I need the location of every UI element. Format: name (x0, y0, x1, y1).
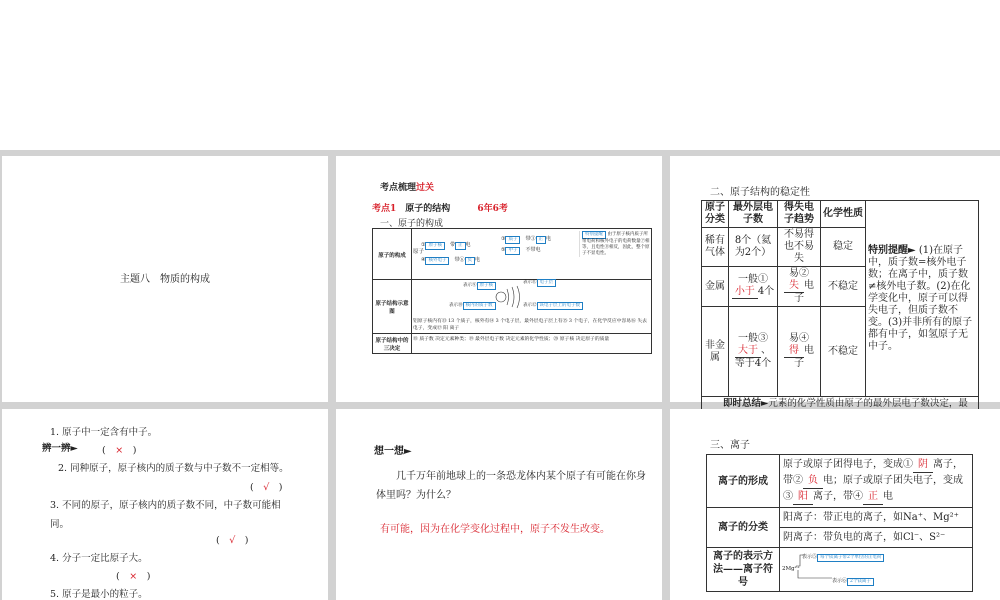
row-label-formation: 离子的形成 (707, 455, 780, 508)
row-nonmetal-prop: 不稳定 (821, 307, 866, 397)
section-heading: 二、原子结构的稳定性 (710, 187, 810, 198)
row-metal-prop: 不稳定 (821, 267, 866, 307)
slide-think[interactable] (336, 409, 662, 600)
q5-text: 5. 原子是最小的粒子。 (50, 589, 148, 600)
symbol-top-note: 表示⑤ 每个镁离子带2个单位的正电荷 (802, 550, 884, 565)
judge-label: 辨一辨► (42, 443, 78, 454)
diagram-label-c: 表示⑪ 电子层 (523, 279, 556, 287)
symbol-cell (780, 548, 973, 592)
row-label-diagram: 原子结构示意图 (375, 301, 409, 315)
q3-answer: ( √ ) (216, 535, 249, 546)
diagram-label-a: 表示⑨ 原子核 (463, 282, 496, 290)
th-trend: 得失电子趋势 (778, 201, 821, 228)
q1-answer: ( × ) (102, 445, 137, 456)
formation-cell: 原子或原子团得电子，变成① 阴 离子，带② 负 电；原子或原子团失电子，变成③ 阳 离子，带④ 正 电 (780, 455, 973, 508)
think-question: 几千万年前地球上的一条恐龙体内某个原子有可能在你身体里吗？为什么？ (376, 471, 646, 501)
aluminum-description: 铝原子核内有⑬ 13 个质子，核外有⑭ 3 个电子层，最外层电子层上有⑮ 3 个电子，在化学反应中容易⑯ 失去 电子，变成⑰ 阳 离子 (413, 319, 647, 331)
diagram-label-d: 表示⑫ 该电子层上的电子数 (523, 302, 583, 310)
q4-answer: ( × ) (116, 571, 151, 582)
q4-text: 4. 分子一定比原子大。 (50, 553, 148, 564)
tip-cell: 特别提醒► (1)在原子中，质子数=核外电子数；在离子中，质子数≠核外电子数。(2)在化学变化中，原子可以得失电子，但质子数不变。(3)并非所有的原子都有中子，如氢原子无中子。 (866, 201, 979, 397)
nucleus-line: ① 原子核 带 正 电 (421, 242, 471, 248)
row-noble-trend: 不易得也不易失 (778, 228, 821, 267)
row-label-three: 原子结构中的三决定 (375, 338, 409, 352)
tip-box: 特别提醒 由于原子核内质子所带电荷和核外电子的电荷数量⑦相等，且电性⑧相反，因此，整个原子不显电性。 (579, 231, 652, 257)
slide-stability[interactable] (670, 156, 1000, 409)
atom-word: 原子 (413, 249, 425, 255)
cation-cell: 阳离子：带正电的离子，如Na⁺、Mg²⁺ (780, 508, 973, 528)
q2-text: 2. 同种原子，原子核内的质子数与中子数不一定相等。 (58, 463, 289, 474)
stability-table (701, 200, 979, 424)
slide-title[interactable] (2, 156, 328, 402)
electron-line: ④ 核外电子 带⑥ 负 电 (421, 257, 481, 263)
review-header: 考点梳理过关 (380, 183, 435, 193)
row-noble-outer: 8个（氦为2个） (729, 228, 778, 267)
th-type: 原子分类 (702, 201, 729, 228)
row-nonmetal-trend: 易④ 得 电子 (778, 307, 821, 397)
row-label-classes: 离子的分类 (707, 508, 780, 548)
topic-title: 主题八 物质的构成 (120, 274, 210, 285)
th-prop: 化学性质 (821, 201, 866, 228)
row-noble-type: 稀有气体 (702, 228, 729, 267)
ion-symbol: 2Mg²⁺ (782, 566, 800, 572)
proton-line: ③ 质子 带③ 正 电 (501, 236, 552, 242)
slide-ions[interactable] (670, 409, 1000, 600)
row-label-symbol: 离子的表示方法——离子符号 (707, 548, 780, 592)
slide-judge[interactable] (2, 409, 328, 600)
anion-cell: 阴离子：带负电的离子，如Cl⁻、S²⁻ (780, 528, 973, 548)
row-metal-trend: 易② 失 电子 (778, 267, 821, 307)
section-heading: 一、原子的构成 (380, 219, 444, 229)
row-metal-outer: 一般① 小于 4个 (729, 267, 778, 307)
row-metal-type: 金属 (702, 267, 729, 307)
diagram-label-b: 表示⑩ 核内的质子数 (449, 302, 496, 310)
slide-atom-structure[interactable] (336, 156, 662, 402)
ions-table (706, 454, 973, 592)
row-nonmetal-outer: 一般③ 大于 、等于4个 (729, 307, 778, 397)
summary-cell: 即时总结►元素的化学性质由原子的最外层电子数决定，最 (702, 397, 979, 424)
row-noble-prop: 稳定 (821, 228, 866, 267)
structure-table (372, 228, 652, 354)
kaodian-header: 考点1 原子的结构 6年6考 (372, 204, 508, 214)
think-label: 想一想► (374, 446, 412, 457)
q2-answer: ( √ ) (250, 482, 283, 493)
th-outer: 最外层电子数 (729, 201, 778, 228)
row-nonmetal-type: 非金属 (702, 307, 729, 397)
symbol-bottom-note: 表示⑥ 2个镁离子 (832, 574, 874, 589)
q1-text: 1. 原子中一定含有中子。 (50, 427, 158, 438)
think-answer: 有可能，因为在化学变化过程中，原子不发生改变。 (380, 524, 610, 535)
neutron-line: ⑤ 中子 不带电 (501, 247, 541, 253)
aluminum-atom-diagram-icon (495, 283, 525, 309)
row-label-composition: 原子的构成 (378, 253, 406, 259)
bracket-lines-icon (794, 552, 834, 582)
section-heading: 三、离子 (710, 440, 750, 451)
three-determinants: ⑱ 质子数 决定元素种类；⑲ 最外层电子数 决定元素的化学性质；⑳ 原子核 决定原子的质量 (413, 337, 610, 342)
q3-text: 3. 不同的原子，原子核内的质子数不同，中子数可能相同。 (50, 500, 281, 530)
